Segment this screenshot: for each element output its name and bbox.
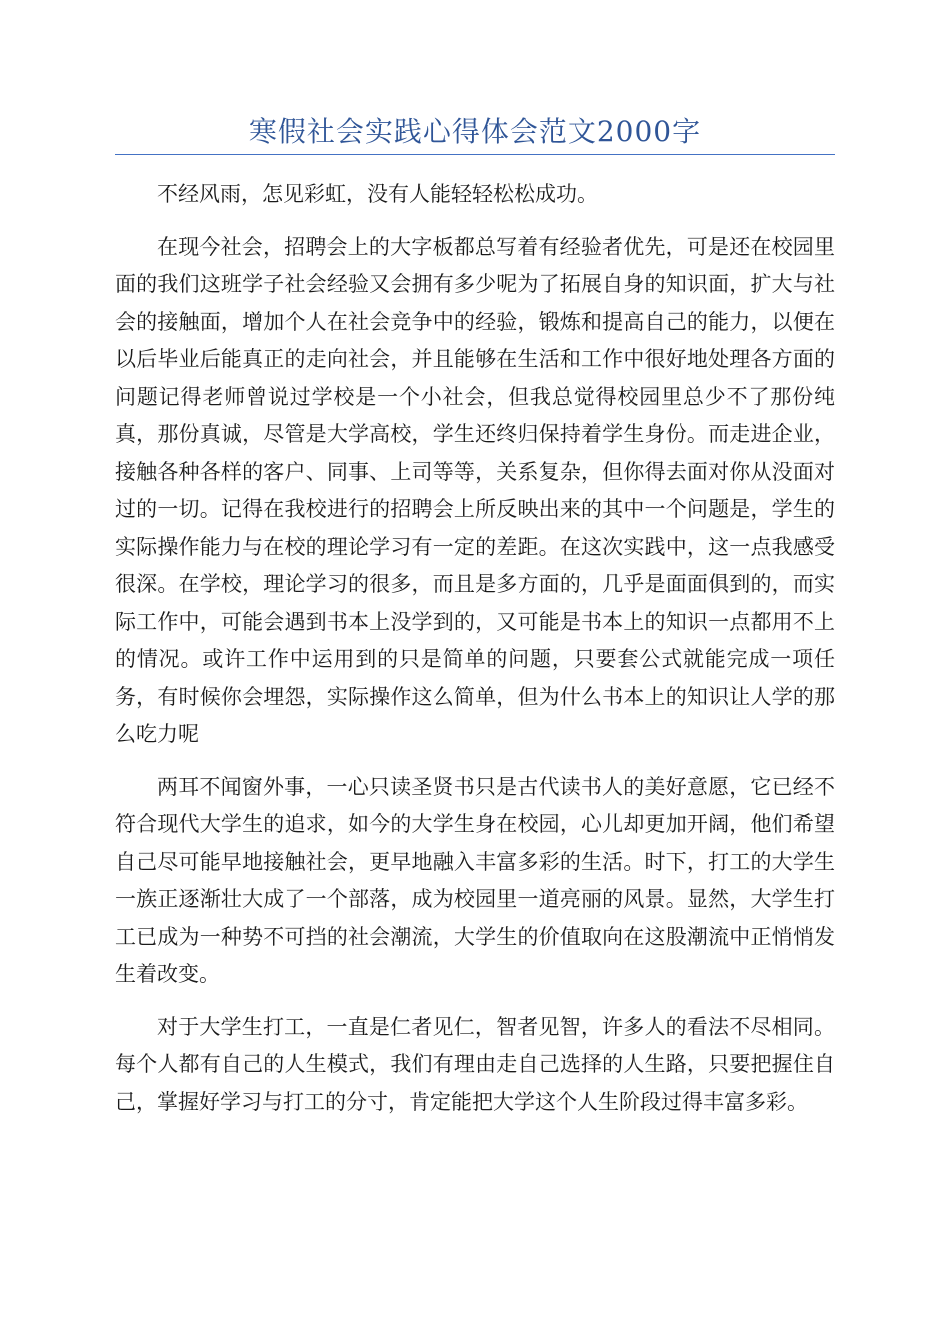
- paragraph-3: 两耳不闻窗外事，一心只读圣贤书只是古代读书人的美好意愿，它已经不符合现代大学生的追求，如今的大学生身在校园，心儿却更加开阔，他们希望自己尽可能早地接触社会，更早地融入丰富多彩的生活。时下，打工的大学生一族正逐渐壮大成了一个部落，成为校园里一道亮丽的风景。显然，大学生打工已成为一种势不可挡的社会潮流，大学生的价值取向在这股潮流中正悄悄发生着改变。: [115, 774, 835, 986]
- document-title: 寒假社会实践心得体会范文2000字: [248, 115, 702, 148]
- paragraph-1: 不经风雨，怎见彩虹，没有人能轻轻松松成功。: [157, 182, 598, 206]
- paragraph-2: 在现今社会，招聘会上的大字板都总写着有经验者优先，可是还在校园里面的我们这班学子社会经验又会拥有多少呢为了拓展自身的知识面，扩大与社会的接触面，增加个人在社会竞争中的经验，锻炼和提高自己的能力，以便在以后毕业后能真正的走向社会，并且能够在生活和工作中很好地处理各方面的问题记得老师曾说过学校是一个小社会，但我总觉得校园里总少不了那份纯真，那份真诚，尽管是大学高校，学生还终归保持着学生身份。而走进企业，接触各种各样的客户、同事、上司等等，关系复杂，但你得去面对你从没面对过的一切。记得在我校进行的招聘会上所反映出来的其中一个问题是，学生的实际操作能力与在校的理论学习有一定的差距。在这次实践中，这一点我感受很深。在学校，理论学习的很多，而且是多方面的，几乎是面面俱到的，而实际工作中，可能会遇到书本上没学到的，又可能是书本上的知识一点都用不上的情况。或许工作中运用到的只是简单的问题，只要套公式就能完成一项任务，有时候你会埋怨，实际操作这么简单，但为什么书本上的知识让人学的那么吃力呢: [115, 234, 835, 746]
- document-body: [115, 176, 835, 1136]
- paragraph-4: 对于大学生打工，一直是仁者见仁，智者见智，许多人的看法不尽相同。每个人都有自己的人生模式，我们有理由走自己选择的人生路，只要把握住自己，掌握好学习与打工的分寸，肯定能把大学这个人生阶段过得丰富多彩。: [115, 1014, 835, 1114]
- title-underline: [115, 154, 835, 155]
